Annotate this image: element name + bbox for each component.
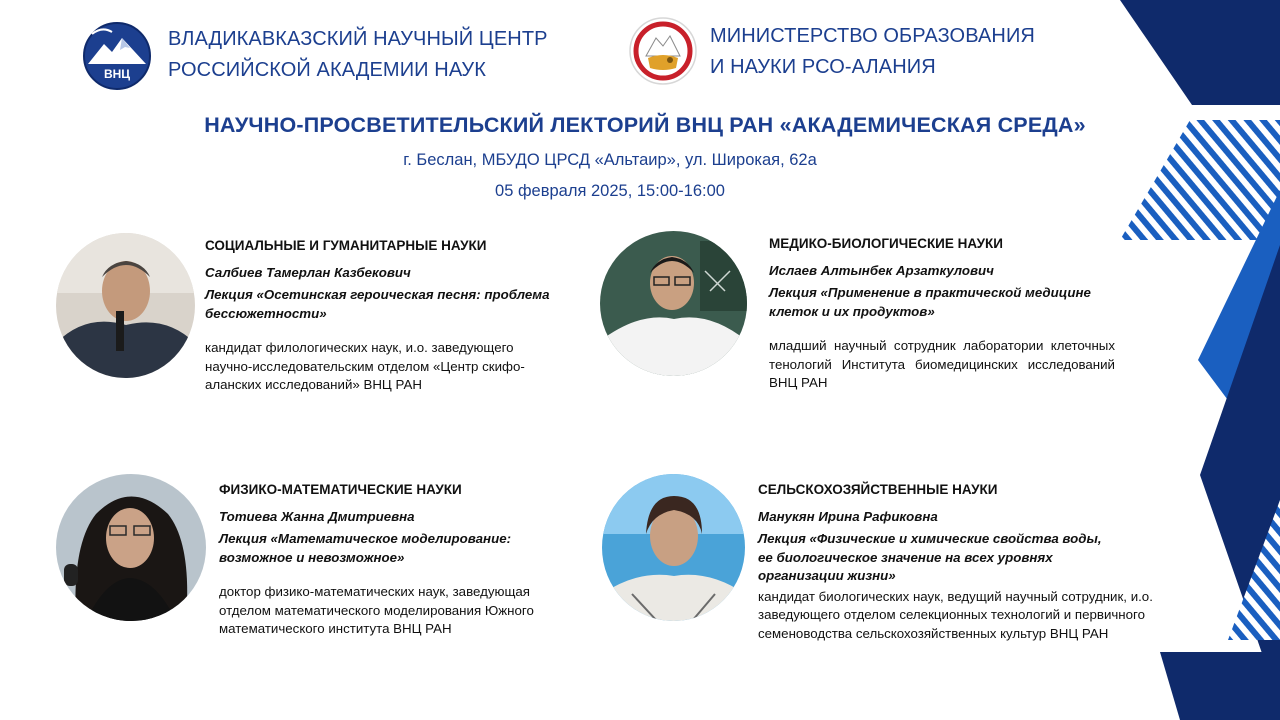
speaker-1-lecture: Лекция «Осетинская героическая песня: проблема бессюжетности» bbox=[205, 287, 550, 321]
speaker-4-description: кандидат биологических наук, ведущий научный сотрудник, и.о. заведующего отделом селекционных технологий и первичного семеноводства сельскохозяйственных культур ВНЦ РАН bbox=[758, 588, 1153, 641]
right-org-name bbox=[710, 21, 1035, 83]
speaker-2-lecture: Лекция «Применение в практической медицине клеток и их продуктов» bbox=[769, 285, 1091, 319]
speaker-1-photo bbox=[56, 233, 195, 378]
speaker-1-category: СОЦИАЛЬНЫЕ И ГУМАНИТАРНЫЕ НАУКИ bbox=[205, 238, 487, 253]
speaker-1-name: Салбиев Тамерлан Казбекович bbox=[205, 264, 411, 280]
right-org-line-2: И НАУКИ РСО-АЛАНИЯ bbox=[710, 56, 936, 78]
speaker-4-block bbox=[758, 481, 1170, 643]
vnc-logo bbox=[82, 20, 152, 92]
speaker-1-block bbox=[205, 237, 575, 395]
event-title: НАУЧНО-ПРОСВЕТИТЕЛЬСКИЙ ЛЕКТОРИЙ ВНЦ РАН «АКАДЕМИЧЕСКАЯ СРЕДА» bbox=[204, 113, 1086, 137]
speaker-3-description: доктор физико-математических наук, заведующая отделом математического моделирования Южного математического института ВНЦ РАН bbox=[219, 584, 534, 636]
speaker-3-photo bbox=[56, 474, 206, 621]
speaker-2-block bbox=[769, 235, 1115, 393]
event-place: г. Беслан, МБУДО ЦРСД «Альтаир», ул. Широкая, 62а bbox=[403, 151, 817, 169]
speaker-4-lecture: Лекция «Физические и химические свойства воды, ее биологическое значение на всех уровнях организации жизни» bbox=[758, 531, 1102, 583]
speaker-2-photo bbox=[600, 231, 747, 376]
speaker-2-name: Ислаев Алтынбек Арзаткулович bbox=[769, 262, 994, 278]
speaker-2-description: младший научный сотрудник лаборатории клеточных тенологий Института биомедицинских исследований ВНЦ РАН bbox=[769, 338, 1115, 390]
left-org-line-2: РОССИЙСКОЙ АКАДЕМИИ НАУК bbox=[168, 59, 486, 81]
speaker-3-name: Тотиева Жанна Дмитриевна bbox=[219, 508, 415, 524]
speaker-4-name: Манукян Ирина Рафиковна bbox=[758, 508, 938, 524]
vnc-logo-text: ВНЦ bbox=[103, 67, 131, 81]
speaker-4-photo bbox=[602, 474, 745, 621]
speaker-1-description: кандидат филологических наук, и.о. заведующего научно-исследовательским отделом «Центр скифо-аланских исследований» ВНЦ РАН bbox=[205, 340, 525, 392]
ministry-emblem bbox=[628, 16, 698, 86]
speaker-2-category: МЕДИКО-БИОЛОГИЧЕСКИЕ НАУКИ bbox=[769, 236, 1003, 251]
left-org-line-1: ВЛАДИКАВКАЗСКИЙ НАУЧНЫЙ ЦЕНТР bbox=[168, 28, 548, 50]
right-org-line-1: МИНИСТЕРСТВО ОБРАЗОВАНИЯ bbox=[710, 25, 1035, 47]
speaker-3-lecture: Лекция «Математическое моделирование: возможное и невозможное» bbox=[219, 531, 512, 565]
event-date: 05 февраля 2025, 15:00-16:00 bbox=[495, 182, 725, 200]
speaker-3-category: ФИЗИКО-МАТЕМАТИЧЕСКИЕ НАУКИ bbox=[219, 482, 462, 497]
left-org-name bbox=[168, 24, 548, 86]
speaker-4-category: СЕЛЬСКОХОЗЯЙСТВЕННЫЕ НАУКИ bbox=[758, 482, 998, 497]
speaker-3-block bbox=[219, 481, 579, 639]
